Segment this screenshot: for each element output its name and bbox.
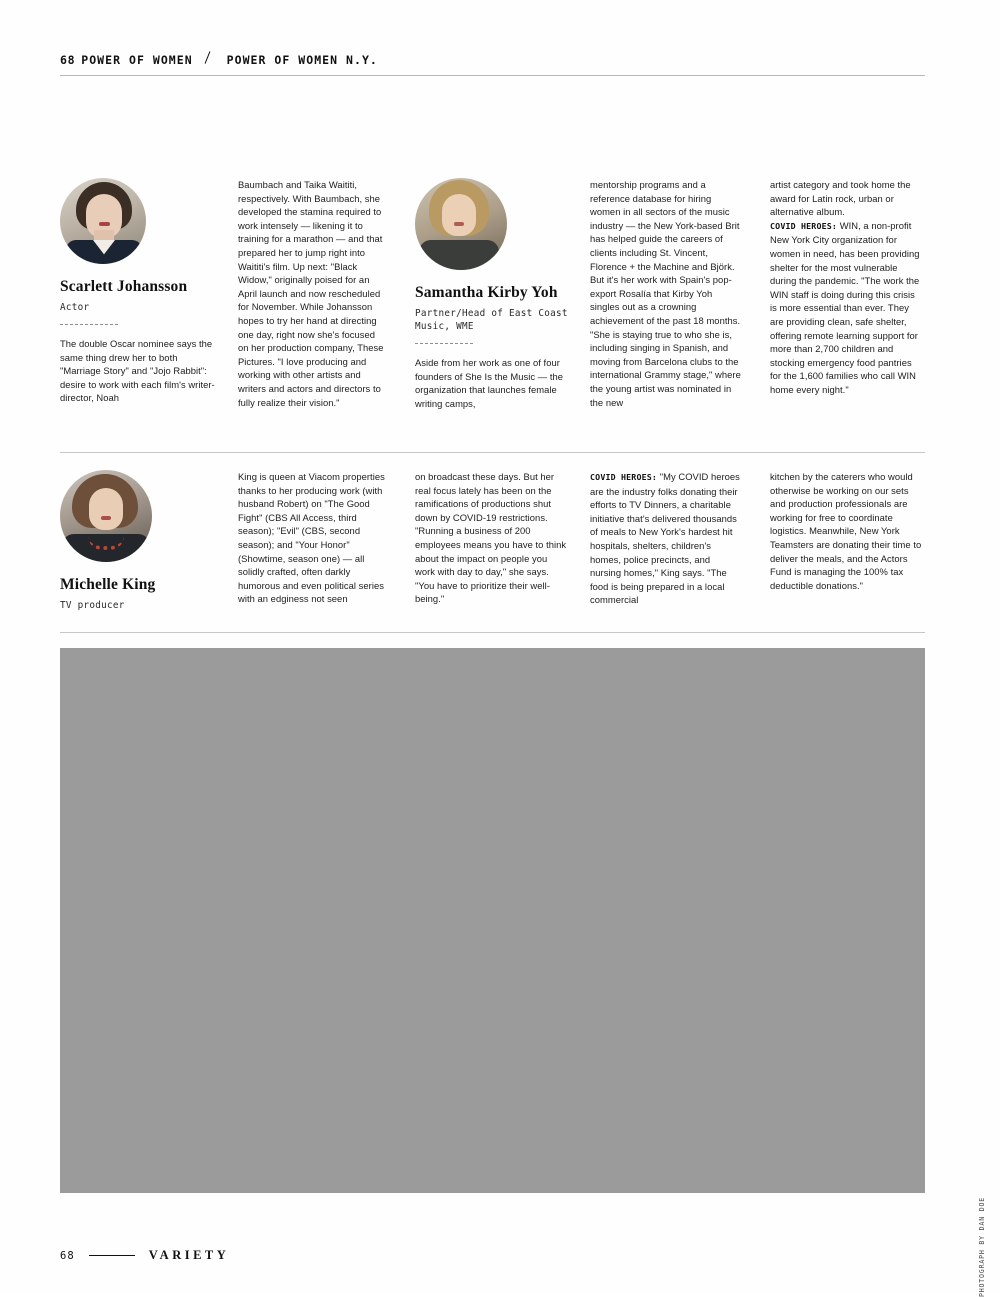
profile-body-column-2 xyxy=(415,470,567,606)
profile-body-column-2 xyxy=(590,178,742,409)
profile-body-column-1 xyxy=(415,356,575,410)
profile-body-column-1 xyxy=(238,470,386,606)
profile-body-column-3 xyxy=(590,470,742,607)
profile-samantha-column-3 xyxy=(770,178,922,397)
slash-divider-icon xyxy=(199,52,221,64)
running-head-section: POWER OF WOMEN N.Y. xyxy=(226,53,378,67)
paragraph: kitchen by the caterers who would otherwise be working on our sets and production professionals are working for free to coordinate logistics. Meanwhile, New York Teamsters are donating their time to deliver the meals, and the Actors Fund is managing the 100% tax deductible donations." xyxy=(770,471,922,591)
profile-name: Michelle King xyxy=(60,576,156,593)
covid-heroes-paragraph xyxy=(590,470,742,607)
covid-heroes-leadin: COVID HEROES: xyxy=(590,472,658,482)
divider xyxy=(415,343,473,344)
profile-samantha-column-2 xyxy=(590,178,742,409)
covid-heroes-text: WIN, a non-profit New York City organization for women in need, has been providing shelter for the most vulnerable during the pandemic. "The work the WIN staff is doing during this crisis is more essential than ever. They are providing clean, safe shelter, offering remote learning support for more than 2,700 children and stocking emergency food pantries for the 1,600 families who call WIN home every night." xyxy=(770,219,920,395)
profile-michelle-column-2 xyxy=(415,470,567,606)
profile-scarlett-column-2 xyxy=(238,178,386,409)
running-head-folio: 68 xyxy=(60,53,76,67)
photo-credit: PHOTOGRAPH BY DAN DOE xyxy=(978,1197,986,1297)
michelle-king-portrait xyxy=(60,470,152,562)
paragraph: The double Oscar nominee says the same thing drew her to both "Marriage Story" and "Jojo Rabbit": desire to work with each film's writer-director, Noah xyxy=(60,338,215,404)
covid-heroes-paragraph xyxy=(770,219,922,397)
page-footer xyxy=(60,1248,229,1263)
profile-michelle-king xyxy=(60,470,220,612)
profile-body-column-4 xyxy=(770,470,922,592)
divider xyxy=(60,324,118,325)
profile-role: Actor xyxy=(60,302,90,313)
footer-folio: 68 xyxy=(60,1249,75,1262)
profile-body-column-1 xyxy=(60,337,220,405)
footer-divider xyxy=(89,1255,135,1256)
scarlett-johansson-portrait xyxy=(60,178,146,264)
paragraph: King is queen at Viacom properties thanks to her producing work (with husband Robert) on "The Good Fight" (CBS All Access, third season); "Evil" (CBS, second season); and "Your Honor" (Showtime, season one) — all solidly crafted, often darkly humorous and even political series with an edginess not seen xyxy=(238,471,385,605)
profile-michelle-column-4 xyxy=(770,470,922,592)
footer-brand: VARIETY xyxy=(148,1248,230,1262)
feature-photo xyxy=(60,648,925,1193)
row-divider-top xyxy=(60,452,925,453)
profile-samantha-kirby-yoh xyxy=(415,178,575,410)
samantha-kirby-yoh-portrait xyxy=(415,178,507,270)
paragraph: Aside from her work as one of four founders of She Is the Music — the organization that launches female writing camps, xyxy=(415,357,564,409)
profile-michelle-column-3 xyxy=(590,470,742,607)
row-divider-bottom xyxy=(60,632,925,633)
running-head-title: POWER OF WOMEN xyxy=(81,53,193,67)
paragraph: artist category and took home the award for Latin rock, urban or alternative album. xyxy=(770,179,911,218)
profile-scarlett-johansson xyxy=(60,178,220,405)
profile-body-column-2 xyxy=(238,178,386,409)
profile-name: Samantha Kirby Yoh xyxy=(415,284,558,301)
paragraph: mentorship programs and a reference database for hiring women in all sectors of the music industry — the New York-based Brit has helped guide the careers of clients including St. Vincent, Florence + the Machine and Björk. But it's her work with Spain's pop-export Rosalía that Kirby Yoh singles out as a crowning achievement of the past 18 months. "She is staying true to who she is, including singing in Spanish, and moving from Barcelona clubs to the international Grammy stage," where the young artist was nominated in the new xyxy=(590,179,741,408)
profile-body-column-3 xyxy=(770,178,922,397)
running-head xyxy=(60,52,925,76)
covid-heroes-leadin: COVID HEROES: xyxy=(770,220,838,231)
profile-role: TV producer xyxy=(60,600,125,611)
profile-name: Scarlett Johansson xyxy=(60,278,188,295)
profile-role: Partner/Head of East Coast Music, WME xyxy=(415,308,568,332)
paragraph: Baumbach and Taika Waititi, respectively. With Baumbach, she developed the stamina required to work intensely — likening it to training for a marathon — and that prepared her to jump right into Waititi's film. Up next: "Black Widow," originally poised for an April launch and now rescheduled for November. While Johansson hopes to try her hand at directing one day, right now she's focused on her production company, These Pictures. "I love producing and working with other artists and writers and actors and directors to fully realize their vision." xyxy=(238,179,384,408)
covid-heroes-text: "My COVID heroes are the industry folks donating their efforts to TV Dinners, a charitable initiative that's delivered thousands of meals to New York's hardest hit hospitals, shelters, children's homes, police precincts, and nursing homes," King says. "The food is being prepared in a local commercial xyxy=(590,471,740,606)
paragraph: on broadcast these days. But her real focus lately has been on the ramifications of productions shut down by COVID-19 restrictions. "Running a business of 200 employees means you have to think about the impact on people you work with day to day," she says. "You have to prioritize their well-being." xyxy=(415,471,567,605)
profile-michelle-column-1 xyxy=(238,470,386,606)
